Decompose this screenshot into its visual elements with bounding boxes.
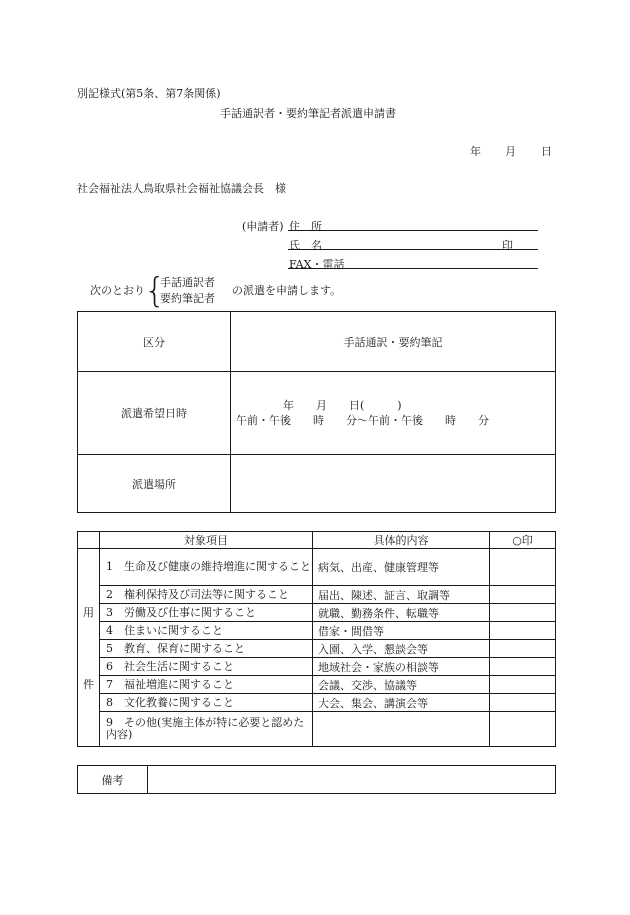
time-range-line: 午前・午後 時 分〜午前・午後 時 分 bbox=[236, 414, 489, 427]
mark-cell[interactable] bbox=[490, 640, 556, 658]
address-label: 住 所 bbox=[289, 220, 322, 233]
corner-cell bbox=[78, 532, 100, 549]
contact-label: FAX・電話 bbox=[289, 258, 345, 271]
mark-header: ○印 bbox=[490, 532, 556, 549]
content-cell: 会議、交渉、協議等 bbox=[313, 676, 490, 694]
page-title: 手話通訳者・要約筆記者派遣申請書 bbox=[220, 107, 396, 120]
name-field[interactable] bbox=[288, 249, 538, 250]
content-cell: 地域社会・家族の相談等 bbox=[313, 658, 490, 676]
remarks-label: 備考 bbox=[78, 766, 148, 794]
matters-table bbox=[77, 531, 556, 747]
addressee: 社会福祉法人鳥取県社会福祉協議会長 様 bbox=[77, 182, 286, 195]
brace-icon: { bbox=[144, 271, 166, 311]
mark-cell[interactable] bbox=[490, 549, 556, 586]
seal-mark: 印 bbox=[502, 239, 513, 252]
content-cell[interactable] bbox=[313, 712, 490, 747]
mark-cell[interactable] bbox=[490, 586, 556, 604]
item-cell: 5 教育、保育に関すること bbox=[100, 640, 313, 658]
contact-field[interactable] bbox=[288, 268, 538, 269]
side-label bbox=[78, 549, 100, 747]
dispatch-table bbox=[77, 311, 556, 513]
item-cell: 2 権利保持及び司法等に関すること bbox=[100, 586, 313, 604]
content-cell: 病気、出産、健康管理等 bbox=[313, 549, 490, 586]
request-option-summary-writer[interactable]: 要約筆記者 bbox=[160, 292, 215, 305]
place-label: 派遣場所 bbox=[78, 455, 231, 513]
date-time-label: 派遣希望日時 bbox=[78, 372, 231, 455]
request-option-interpreter[interactable]: 手話通訳者 bbox=[160, 276, 215, 289]
item-cell: 8 文化教養に関すること bbox=[100, 694, 313, 712]
date-year-label: 年 bbox=[470, 145, 481, 158]
item-cell: 3 労働及び仕事に関すること bbox=[100, 604, 313, 622]
mark-cell[interactable] bbox=[490, 604, 556, 622]
content-cell: 大会、集会、講演会等 bbox=[313, 694, 490, 712]
date-day-label: 日 bbox=[541, 145, 552, 158]
address-field[interactable] bbox=[288, 230, 538, 231]
remarks-table bbox=[77, 765, 556, 794]
place-field[interactable] bbox=[231, 455, 556, 513]
date-month-label: 月 bbox=[505, 145, 516, 158]
content-cell: 届出、陳述、証言、取調等 bbox=[313, 586, 490, 604]
table-row bbox=[78, 622, 556, 640]
category-header: 区分 bbox=[78, 312, 231, 372]
applicant-label: (申請者) bbox=[242, 220, 284, 233]
table-row bbox=[78, 658, 556, 676]
mark-cell[interactable] bbox=[490, 658, 556, 676]
item-cell: 7 福祉増進に関すること bbox=[100, 676, 313, 694]
date-line: 年 月 日( ) bbox=[283, 399, 402, 412]
table-row bbox=[78, 604, 556, 622]
request-prefix: 次のとおり bbox=[90, 284, 145, 297]
side-label-top: 用 bbox=[83, 605, 94, 619]
date-time-field[interactable] bbox=[231, 372, 556, 455]
remarks-field[interactable] bbox=[148, 766, 556, 794]
item-header: 対象項目 bbox=[100, 532, 313, 549]
content-cell: 借家・間借等 bbox=[313, 622, 490, 640]
content-cell: 入園、入学、懇談会等 bbox=[313, 640, 490, 658]
table-row bbox=[78, 549, 556, 586]
table-row bbox=[78, 640, 556, 658]
table-row bbox=[78, 676, 556, 694]
table-row bbox=[78, 586, 556, 604]
content-header: 具体的内容 bbox=[313, 532, 490, 549]
item-cell: 1 生命及び健康の維持増進に関すること bbox=[100, 549, 313, 586]
item-cell: 9 その他(実施主体が特に必要と認めた内容) bbox=[100, 712, 313, 747]
table-row bbox=[78, 712, 556, 747]
item-cell: 4 住まいに関すること bbox=[100, 622, 313, 640]
content-cell: 就職、勤務条件、転職等 bbox=[313, 604, 490, 622]
mark-cell[interactable] bbox=[490, 676, 556, 694]
category-value: 手話通訳・要約筆記 bbox=[231, 312, 556, 372]
item-cell: 6 社会生活に関すること bbox=[100, 658, 313, 676]
name-label: 氏 名 bbox=[289, 239, 322, 252]
table-row bbox=[78, 694, 556, 712]
form-label: 別記様式(第5条、第7条関係) bbox=[77, 87, 221, 100]
mark-cell[interactable] bbox=[490, 622, 556, 640]
side-label-bottom: 件 bbox=[83, 677, 94, 691]
mark-cell[interactable] bbox=[490, 694, 556, 712]
request-suffix: の派遣を申請します。 bbox=[232, 284, 342, 297]
mark-cell[interactable] bbox=[490, 712, 556, 747]
